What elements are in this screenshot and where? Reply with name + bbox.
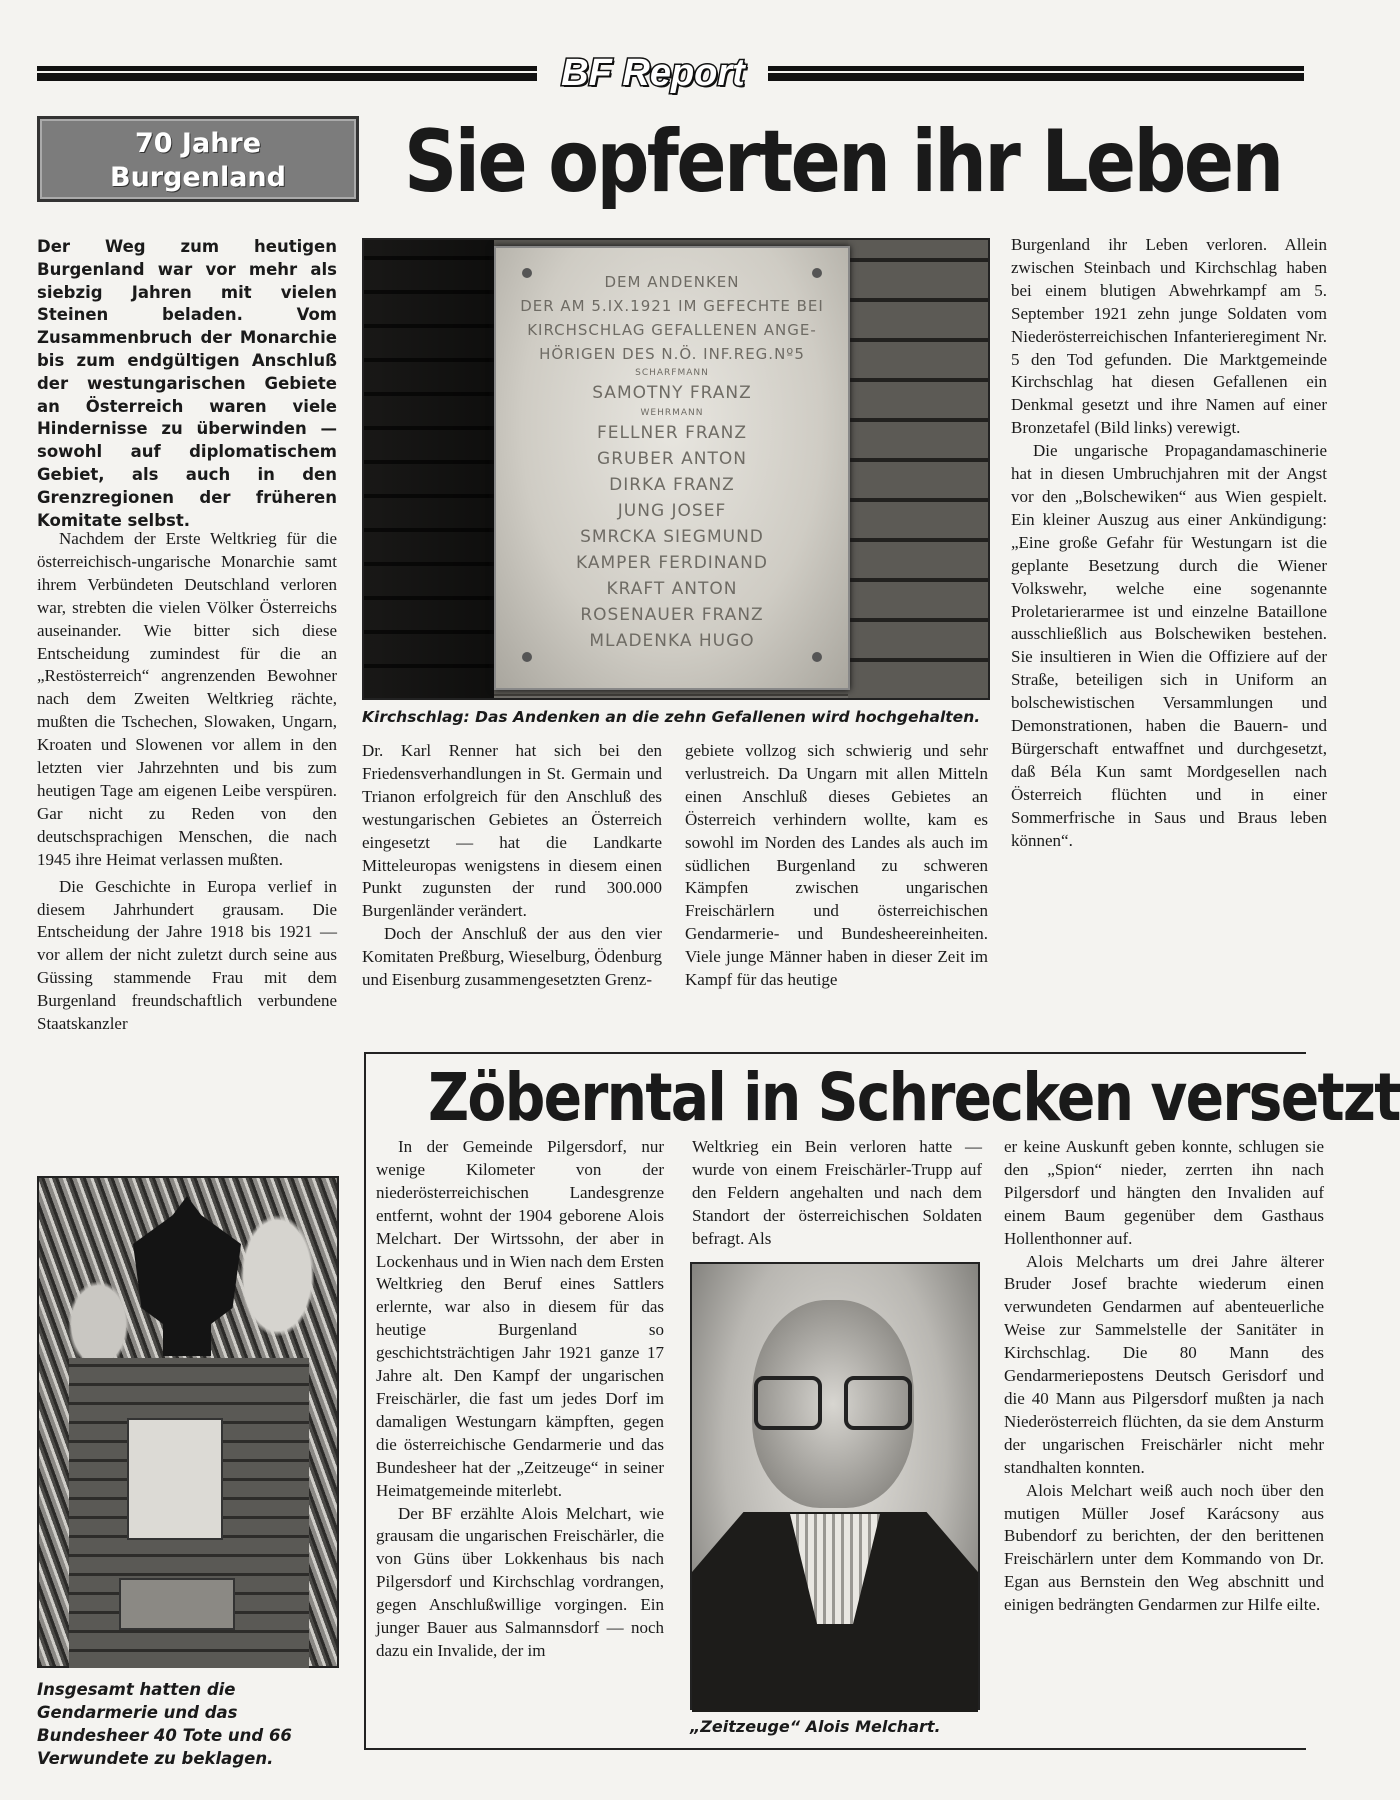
badge-line-1: 70 Jahre	[134, 128, 262, 159]
memorial-lower-plate	[119, 1578, 235, 1630]
section-logo: BF Report	[561, 52, 745, 94]
plaque-rivet	[812, 268, 822, 278]
page-headline: Sie opferten ihr Leben	[404, 112, 1282, 212]
plaque-inscription	[510, 270, 834, 654]
intro-paragraph: Der Weg zum heutigen Burgenland war vor mehr als siebzig Jahren mit vielen Steinen beladen. Vom Zusammenbruch der Monarchie bis zum endgültigen Anschluß der westungarischen Gebiete an Österreich waren viele Hindernisse zu überwinden — sowohl auf diplomatischem Gebiet, als auch in den Grenzregionen der früheren Komitate selbst.	[37, 237, 337, 530]
plaque-line: SMRCKA SIEGMUND	[580, 527, 764, 547]
plaque-line: KIRCHSCHLAG GEFALLENEN ANGE-	[527, 321, 817, 339]
memorial-eagle	[127, 1196, 247, 1356]
story2-column-3	[1004, 1136, 1324, 1736]
plaque-rivet	[522, 268, 532, 278]
plaque-line: HÖRIGEN DES N.Ö. INF.REG.Nº5	[539, 345, 805, 363]
header-rule-left	[37, 66, 537, 81]
header-rule-right	[768, 66, 1304, 81]
story2-col1-paragraph-2: Der BF erzählte Alois Melchart, wie grausam die ungarischen Freischärler, die von Güns über Lokkenhaus bis nach Pilgersdorf und Kirchschlag vordrangen, gegen Anschlußwillige vorgingen. Ein junger Bauer aus Salmannsdorf — noch dazu ein Invalide, der im	[376, 1503, 664, 1660]
article-column-2	[362, 740, 662, 1040]
plaque-line: KAMPER FERDINAND	[576, 553, 768, 573]
plaque-line: JUNG JOSEF	[617, 501, 727, 521]
memorial-upper-plate	[127, 1418, 223, 1540]
col3-paragraph: gebiete vollzog sich schwierig und sehr verlustreich. Da Ungarn mit allen Mitteln einen Anschluß dieses Gebietes an Österreich verhindern wollte, kam es sowohl im Norden des Landes als auch im südlichen Burgenland zu schweren Kämpfen zwischen ungarischen Freischärlern und österreichischen Gendarmerie- und Bundesheereinheiten. Viele junge Männer haben in dieser Zeit im Kampf für das heutige	[685, 741, 988, 990]
story2-col2-paragraph: Weltkrieg ein Bein verloren hatte — wurde von einem Freischärler-Trupp auf den Feldern angehalten und nach dem Standort der österreichischen Soldaten befragt. Als	[692, 1137, 982, 1248]
plaque-rivet	[812, 652, 822, 662]
col2-paragraph-2: Doch der Anschluß der aus den vier Komitaten Preßburg, Wieselburg, Ödenburg und Eisenburg zusammengesetzten Grenz-	[362, 924, 662, 990]
portrait-photo	[690, 1262, 980, 1710]
plaque-line: GRUBER ANTON	[597, 449, 747, 469]
plaque-stone-left	[364, 240, 494, 698]
article-column-4	[1011, 234, 1327, 1042]
plaque-line: FELLNER FRANZ	[596, 423, 748, 443]
plaque-line: DIRKA FRANZ	[609, 475, 735, 495]
memorial-photo	[37, 1176, 339, 1668]
plaque-stone-right	[848, 240, 988, 698]
story2-headline: Zöberntal in Schrecken versetzt	[428, 1059, 1400, 1136]
article-column-3	[685, 740, 988, 1040]
story2-col1-paragraph-1: In der Gemeinde Pilgersdorf, nur wenige Kilometer von der niederösterreichischen Landesgrenze entfernt, wohnt der 1904 geborene Alois Melchart. Der Wirtssohn, der aber in Lockenhaus und in Wien nach dem Ersten Weltkrieg den Beruf eines Sattlers erlernte, war also in diesem für das heutige Burgenland so geschichtsträchtigen Jahr 1921 ganze 17 Jahre alt. Den Kampf der ungarischen Freischärler, die fast um jedes Dorf im damaligen Westungarn kämpften, gegen die österreichische Gendarmerie und das Bundesheer hat der „Zeitzeuge“ in seiner Heimatgemeinde miterlebt.	[376, 1137, 664, 1500]
story2-col3-paragraph-2: Alois Melcharts um drei Jahre älterer Bruder Josef brachte wiederum einen verwundeten Gendarmen auf abenteuerliche Weise zur Sammelstelle der Sanitäter in Kirchschlag. Die 80 Mann des Gendarmeriepostens Deutsch Gerisdorf und die 40 Mann aus Pilgersdorf mußten ja nach Niederösterreich flüchten, da sie dem Ansturm der ungarischen Freischärler nicht mehr standhalten konnten.	[1004, 1251, 1324, 1477]
col2-paragraph-1: Dr. Karl Renner hat sich bei den Friedensverhandlungen in St. Germain und Trianon erfolgreich für den Anschluß des westungarischen Gebietes an Österreich eingesetzt — hat die Landkarte Mitteleuropas wenigstens in diesem einen Punkt zugunsten der rund 300.000 Burgenländer verändert.	[362, 741, 662, 921]
plaque-line: SCHARFMANN	[635, 368, 709, 378]
anniversary-badge	[37, 116, 359, 202]
col4-paragraph-1: Burgenland ihr Leben verloren. Allein zwischen Steinbach und Kirchschlag haben bei einem blutigen Abwehrkampf am 5. September 1921 zehn junge Soldaten vom Niederösterreichischen Infanterieregiment Nr. 5 den Tod gefunden. Die Marktgemeinde Kirchschlag hat diesen Gefallenen ein Denkmal gesetzt und ihre Namen auf einer Bronzetafel (Bild links) verewigt.	[1011, 235, 1327, 438]
plaque-line: WEHRMANN	[640, 408, 704, 418]
plaque-photo	[362, 238, 990, 700]
bronze-plaque	[494, 246, 850, 690]
plaque-rivet	[522, 652, 532, 662]
plaque-line: ROSENAUER FRANZ	[580, 605, 764, 625]
story2-col3-paragraph-1: er keine Auskunft geben konnte, schlugen sie den „Spion“ nieder, zerrten ihn nach Pilgersdorf und hängten den Invaliden auf einem Baum gegenüber dem Gasthaus Hollenthonner auf.	[1004, 1137, 1324, 1248]
portrait-glasses	[754, 1376, 912, 1432]
article-column-1	[37, 528, 337, 1158]
plaque-line: SAMOTNY FRANZ	[592, 383, 752, 403]
story2-column-2	[692, 1136, 982, 1248]
portrait-caption: „Zeitzeuge“ Alois Melchart.	[690, 1717, 941, 1736]
plaque-line: KRAFT ANTON	[606, 579, 738, 599]
memorial-caption: Insgesamt hatten die Gendarmerie und das Bundesheer 40 Tote und 66 Verwundete zu beklagen.	[37, 1680, 292, 1768]
story2-column-1	[376, 1136, 664, 1736]
plaque-line: DEM ANDENKEN	[604, 273, 740, 291]
plaque-line: DER AM 5.IX.1921 IM GEFECHTE BEI	[520, 297, 824, 315]
plaque-line: MLADENKA HUGO	[589, 631, 755, 651]
badge-line-2: Burgenland	[109, 162, 286, 193]
col4-paragraph-2: Die ungarische Propagandamaschinerie hat in diesen Umbruchjahren mit der Angst vor den „Bolschewiken“ aus Wien gespielt. Ein kleiner Auszug aus einer Ankündigung: „Eine große Gefahr für Westungarn ist die geplante Besetzung durch die Wiener Volkswehr, welche eine sogenannte Proletarierarmee ist und einzelne Bataillone ausschließlich aus Bolschewiken bestehen. Sie insultieren in Wien die Offiziere auf der Straße, beteiligen sich in Uniform an bolschewistischen Versammlungen und Demonstrationen, haben die Bauern- und Bürgerschaft entwaffnet und durchgesetzt, daß Béla Kun samt Mordgesellen nach Österreich flüchten und in einer Sommerfrische in Saus und Braus leben können“.	[1011, 441, 1327, 850]
plaque-caption: Kirchschlag: Das Andenken an die zehn Gefallenen wird hochgehalten.	[362, 708, 981, 726]
story2-col3-paragraph-3: Alois Melchart weiß auch noch über den mutigen Müller Josef Karácsony aus Bubendorf zu berichten, der den berittenen Freischärlern unter dem Kommando von Dr. Egan aus Bernstein den Weg abschnitt und einigen bedrängten Gendarmen zur Hilfe eilte.	[1004, 1480, 1324, 1615]
col1-paragraph-1: Nachdem der Erste Weltkrieg für die österreichisch-ungarische Monarchie samt ihrem Verbündeten Deutschland verloren war, strebten die vielen Völker Österreichs auseinander. Wie bitter sich diese Entscheidung zumindest für die an „Restösterreich“ angrenzenden Bewohner nach dem Zweiten Weltkrieg rächte, mußten die Tschechen, Slowaken, Ungarn, Kroaten und Slowenen vor allem in den letzten vier Jahrzehnten und bis zum heutigen Tage am eigenen Leibe verspüren. Gar nicht zu Reden von den deutschsprachigen Menschen, die nach 1945 ihre Heimat verlassen mußten.	[37, 529, 337, 869]
col1-paragraph-2: Die Geschichte in Europa verlief in diesem Jahrhundert grausam. Die Entscheidung der Jahre 1918 bis 1921 — vor allem der nicht zuletzt durch seine aus Güssing stammende Frau mit dem Burgenland freundschaftlich verbundene Staatskanzler	[37, 876, 337, 1034]
